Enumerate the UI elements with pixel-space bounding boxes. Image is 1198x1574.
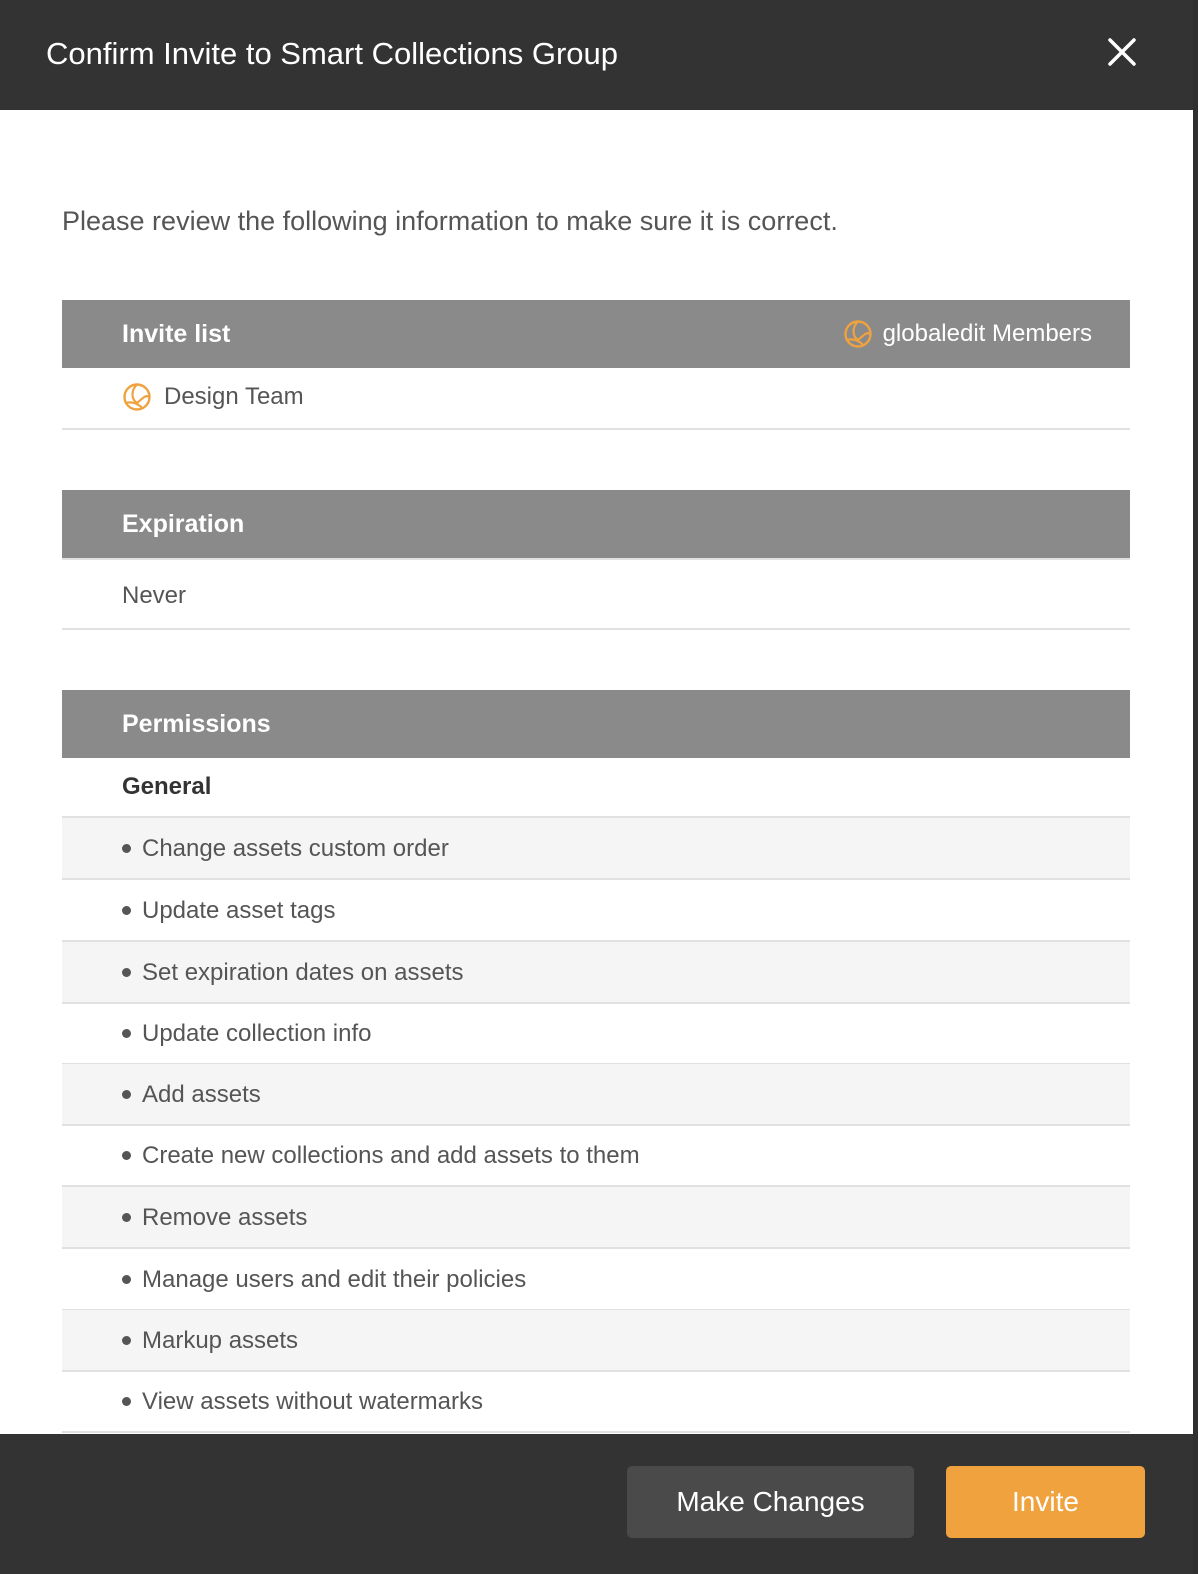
- make-changes-button[interactable]: Make Changes: [627, 1466, 914, 1538]
- list-item: [62, 1125, 1130, 1187]
- permission-label: Manage users and edit their policies: [142, 1266, 527, 1293]
- list-item: [62, 880, 1130, 942]
- bullet-icon: [122, 1090, 131, 1099]
- list-item: [62, 1187, 1130, 1249]
- permission-label: Create new collections and add assets to them: [142, 1142, 640, 1169]
- close-icon: [1100, 30, 1144, 74]
- intro-text: Please review the following information to make sure it is correct.: [62, 206, 838, 236]
- permission-label: View assets without watermarks: [142, 1388, 484, 1415]
- bullet-icon: [122, 1275, 131, 1284]
- globaledit-logo-icon: [843, 319, 873, 349]
- expiration-title: Expiration: [122, 510, 245, 538]
- invite-list-row: [62, 368, 1130, 430]
- permissions-group-row: [62, 758, 1130, 818]
- window-edge: [1193, 0, 1198, 1574]
- bullet-icon: [122, 1151, 131, 1160]
- permission-label: Change assets custom order: [142, 835, 449, 862]
- permission-label: Update asset tags: [142, 897, 336, 924]
- list-item: [62, 1064, 1130, 1126]
- list-item: [62, 818, 1130, 880]
- bullet-icon: [122, 1397, 131, 1406]
- permission-label: Set expiration dates on assets: [142, 959, 464, 986]
- permission-label: Markup assets: [142, 1327, 299, 1354]
- permission-label: Remove assets: [142, 1204, 308, 1231]
- close-button[interactable]: [1100, 30, 1144, 74]
- expiration-header: [62, 490, 1130, 558]
- bullet-icon: [122, 968, 131, 977]
- list-item: [62, 1371, 1130, 1433]
- bullet-icon: [122, 1336, 131, 1345]
- permissions-title: Permissions: [122, 710, 271, 738]
- expiration-value: Never: [122, 582, 187, 609]
- invite-list-header: [62, 300, 1130, 368]
- list-item: [62, 1003, 1130, 1065]
- bullet-icon: [122, 1213, 131, 1222]
- list-item: [62, 942, 1130, 1004]
- dialog-body: [0, 110, 1193, 1440]
- list-item: [62, 1310, 1130, 1372]
- globaledit-logo-icon: [122, 382, 152, 412]
- permission-label: Update collection info: [142, 1020, 372, 1047]
- list-item: [122, 382, 304, 412]
- permission-label: Add assets: [142, 1081, 261, 1108]
- permissions-header: [62, 690, 1130, 758]
- expiration-row: [62, 558, 1130, 630]
- globaledit-members-tag: [843, 319, 1092, 349]
- list-item: [62, 1249, 1130, 1311]
- invite-list-title: Invite list: [122, 320, 231, 348]
- dialog-title: Confirm Invite to Smart Collections Group: [46, 36, 618, 71]
- bullet-icon: [122, 844, 131, 853]
- invite-item-name: Design Team: [164, 383, 304, 410]
- dialog-footer: [0, 1434, 1193, 1574]
- dialog-header: [0, 0, 1193, 110]
- members-label: globaledit Members: [882, 320, 1092, 347]
- bullet-icon: [122, 1029, 131, 1038]
- bullet-icon: [122, 906, 131, 915]
- invite-button[interactable]: Invite: [946, 1466, 1145, 1538]
- permissions-group-label: General: [122, 773, 212, 800]
